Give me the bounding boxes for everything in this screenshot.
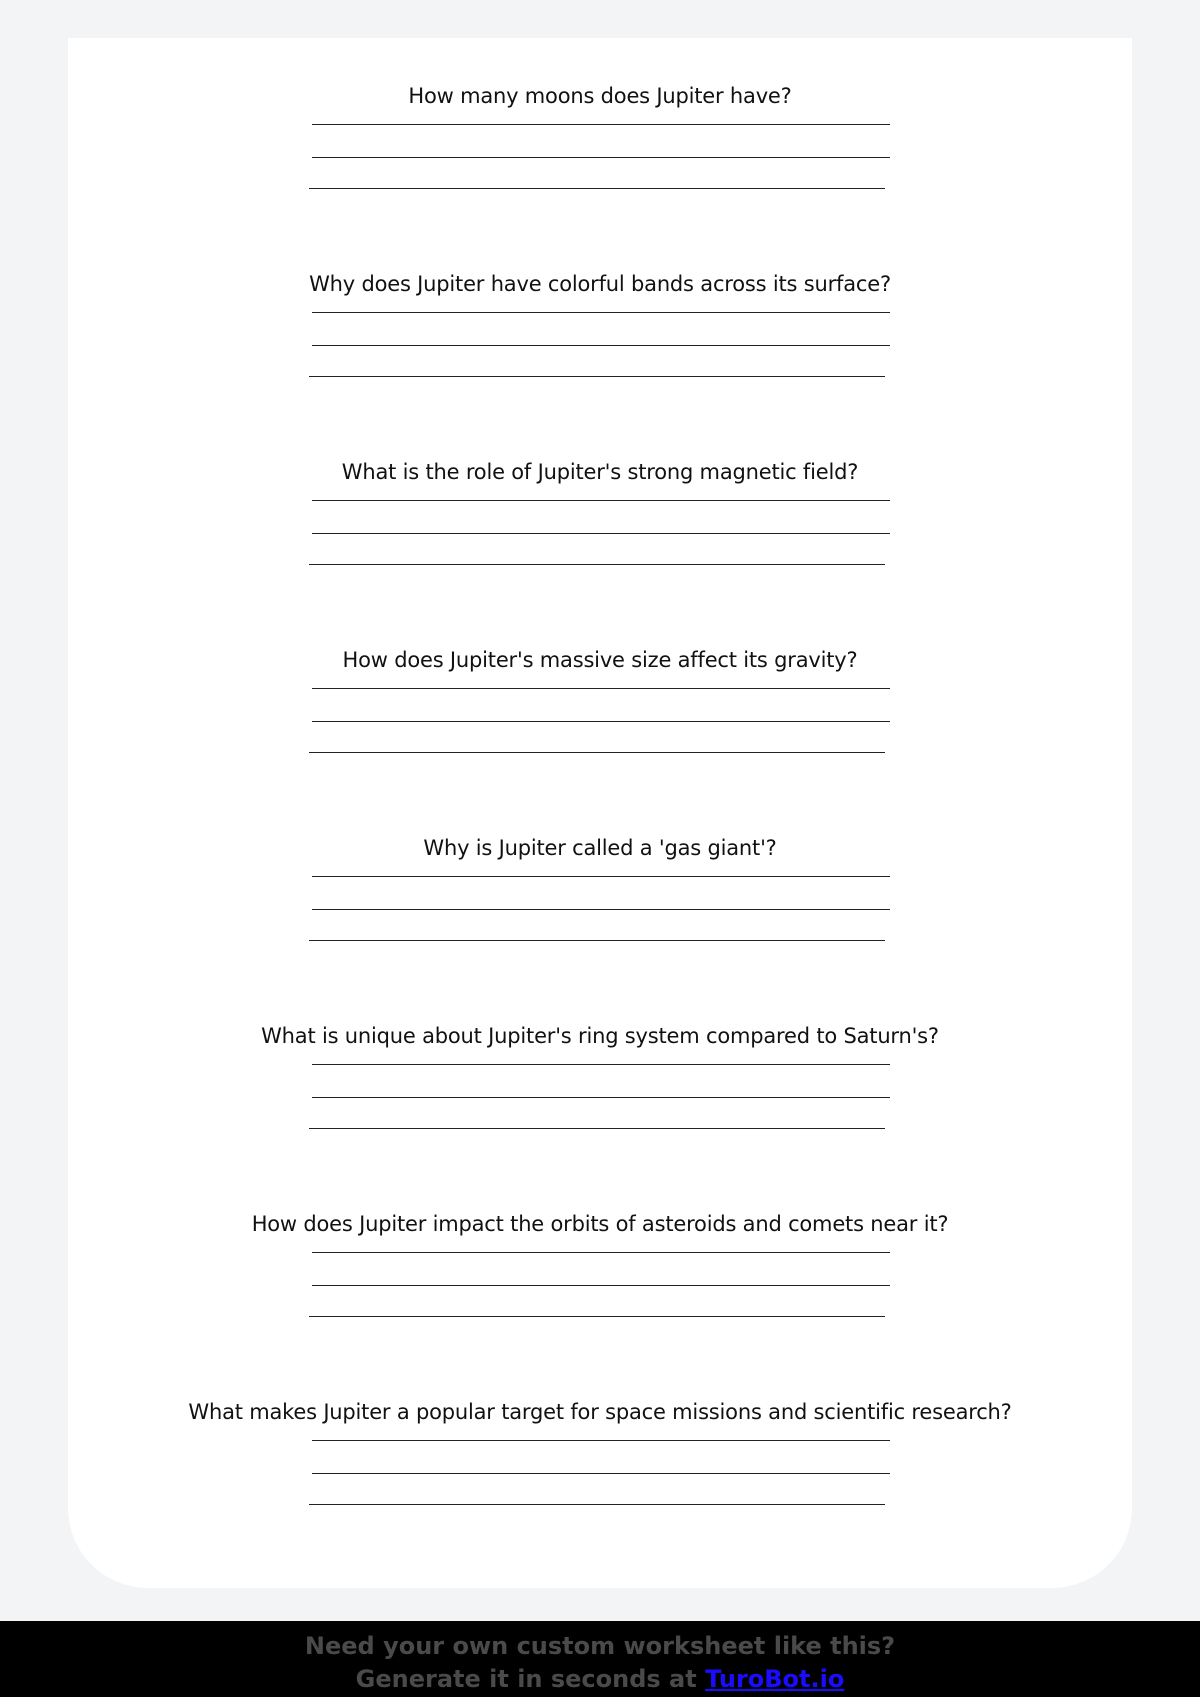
answer-line xyxy=(312,1440,890,1441)
answer-line xyxy=(309,940,885,941)
answer-line xyxy=(312,1064,890,1065)
answer-line xyxy=(312,876,890,877)
answer-line xyxy=(309,564,885,565)
answer-line xyxy=(309,752,885,753)
question-text: Why does Jupiter have colorful bands across its surface? xyxy=(309,272,891,296)
answer-line xyxy=(312,124,890,125)
answer-line xyxy=(309,1504,885,1505)
question-block xyxy=(68,1022,1132,1050)
answer-line xyxy=(309,188,885,189)
question-text: How does Jupiter's massive size affect its gravity? xyxy=(342,648,858,672)
question-text: How many moons does Jupiter have? xyxy=(408,84,792,108)
question-text: What makes Jupiter a popular target for space missions and scientific research? xyxy=(188,1400,1012,1424)
question-text: How does Jupiter impact the orbits of asteroids and comets near it? xyxy=(251,1212,949,1236)
question-text: What is the role of Jupiter's strong magnetic field? xyxy=(341,460,859,484)
answer-line xyxy=(312,1285,890,1286)
footer-cta-text: Generate it in seconds at xyxy=(355,1665,706,1693)
worksheet-card xyxy=(68,38,1132,1588)
answer-line xyxy=(312,909,890,910)
question-block xyxy=(68,82,1132,110)
answer-line xyxy=(312,1473,890,1474)
answer-line xyxy=(312,721,890,722)
question-text: Why is Jupiter called a 'gas giant'? xyxy=(423,836,777,860)
question-block xyxy=(68,1210,1132,1238)
question-block xyxy=(68,834,1132,862)
question-block xyxy=(68,1398,1132,1426)
answer-line xyxy=(312,500,890,501)
answer-line xyxy=(312,157,890,158)
answer-line xyxy=(312,312,890,313)
answer-line xyxy=(309,1316,885,1317)
answer-line xyxy=(312,1097,890,1098)
footer-banner xyxy=(0,1621,1200,1697)
question-block xyxy=(68,458,1132,486)
answer-line xyxy=(312,688,890,689)
answer-line xyxy=(312,533,890,534)
answer-line xyxy=(309,376,885,377)
footer-promo-text: Need your own custom worksheet like this? xyxy=(304,1632,896,1660)
turobot-link[interactable]: TuroBot.io xyxy=(705,1665,845,1693)
answer-line xyxy=(312,345,890,346)
footer-cta xyxy=(0,1664,1200,1694)
question-text: What is unique about Jupiter's ring system compared to Saturn's? xyxy=(261,1024,939,1048)
question-block xyxy=(68,270,1132,298)
answer-line xyxy=(309,1128,885,1129)
question-block xyxy=(68,646,1132,674)
answer-line xyxy=(312,1252,890,1253)
